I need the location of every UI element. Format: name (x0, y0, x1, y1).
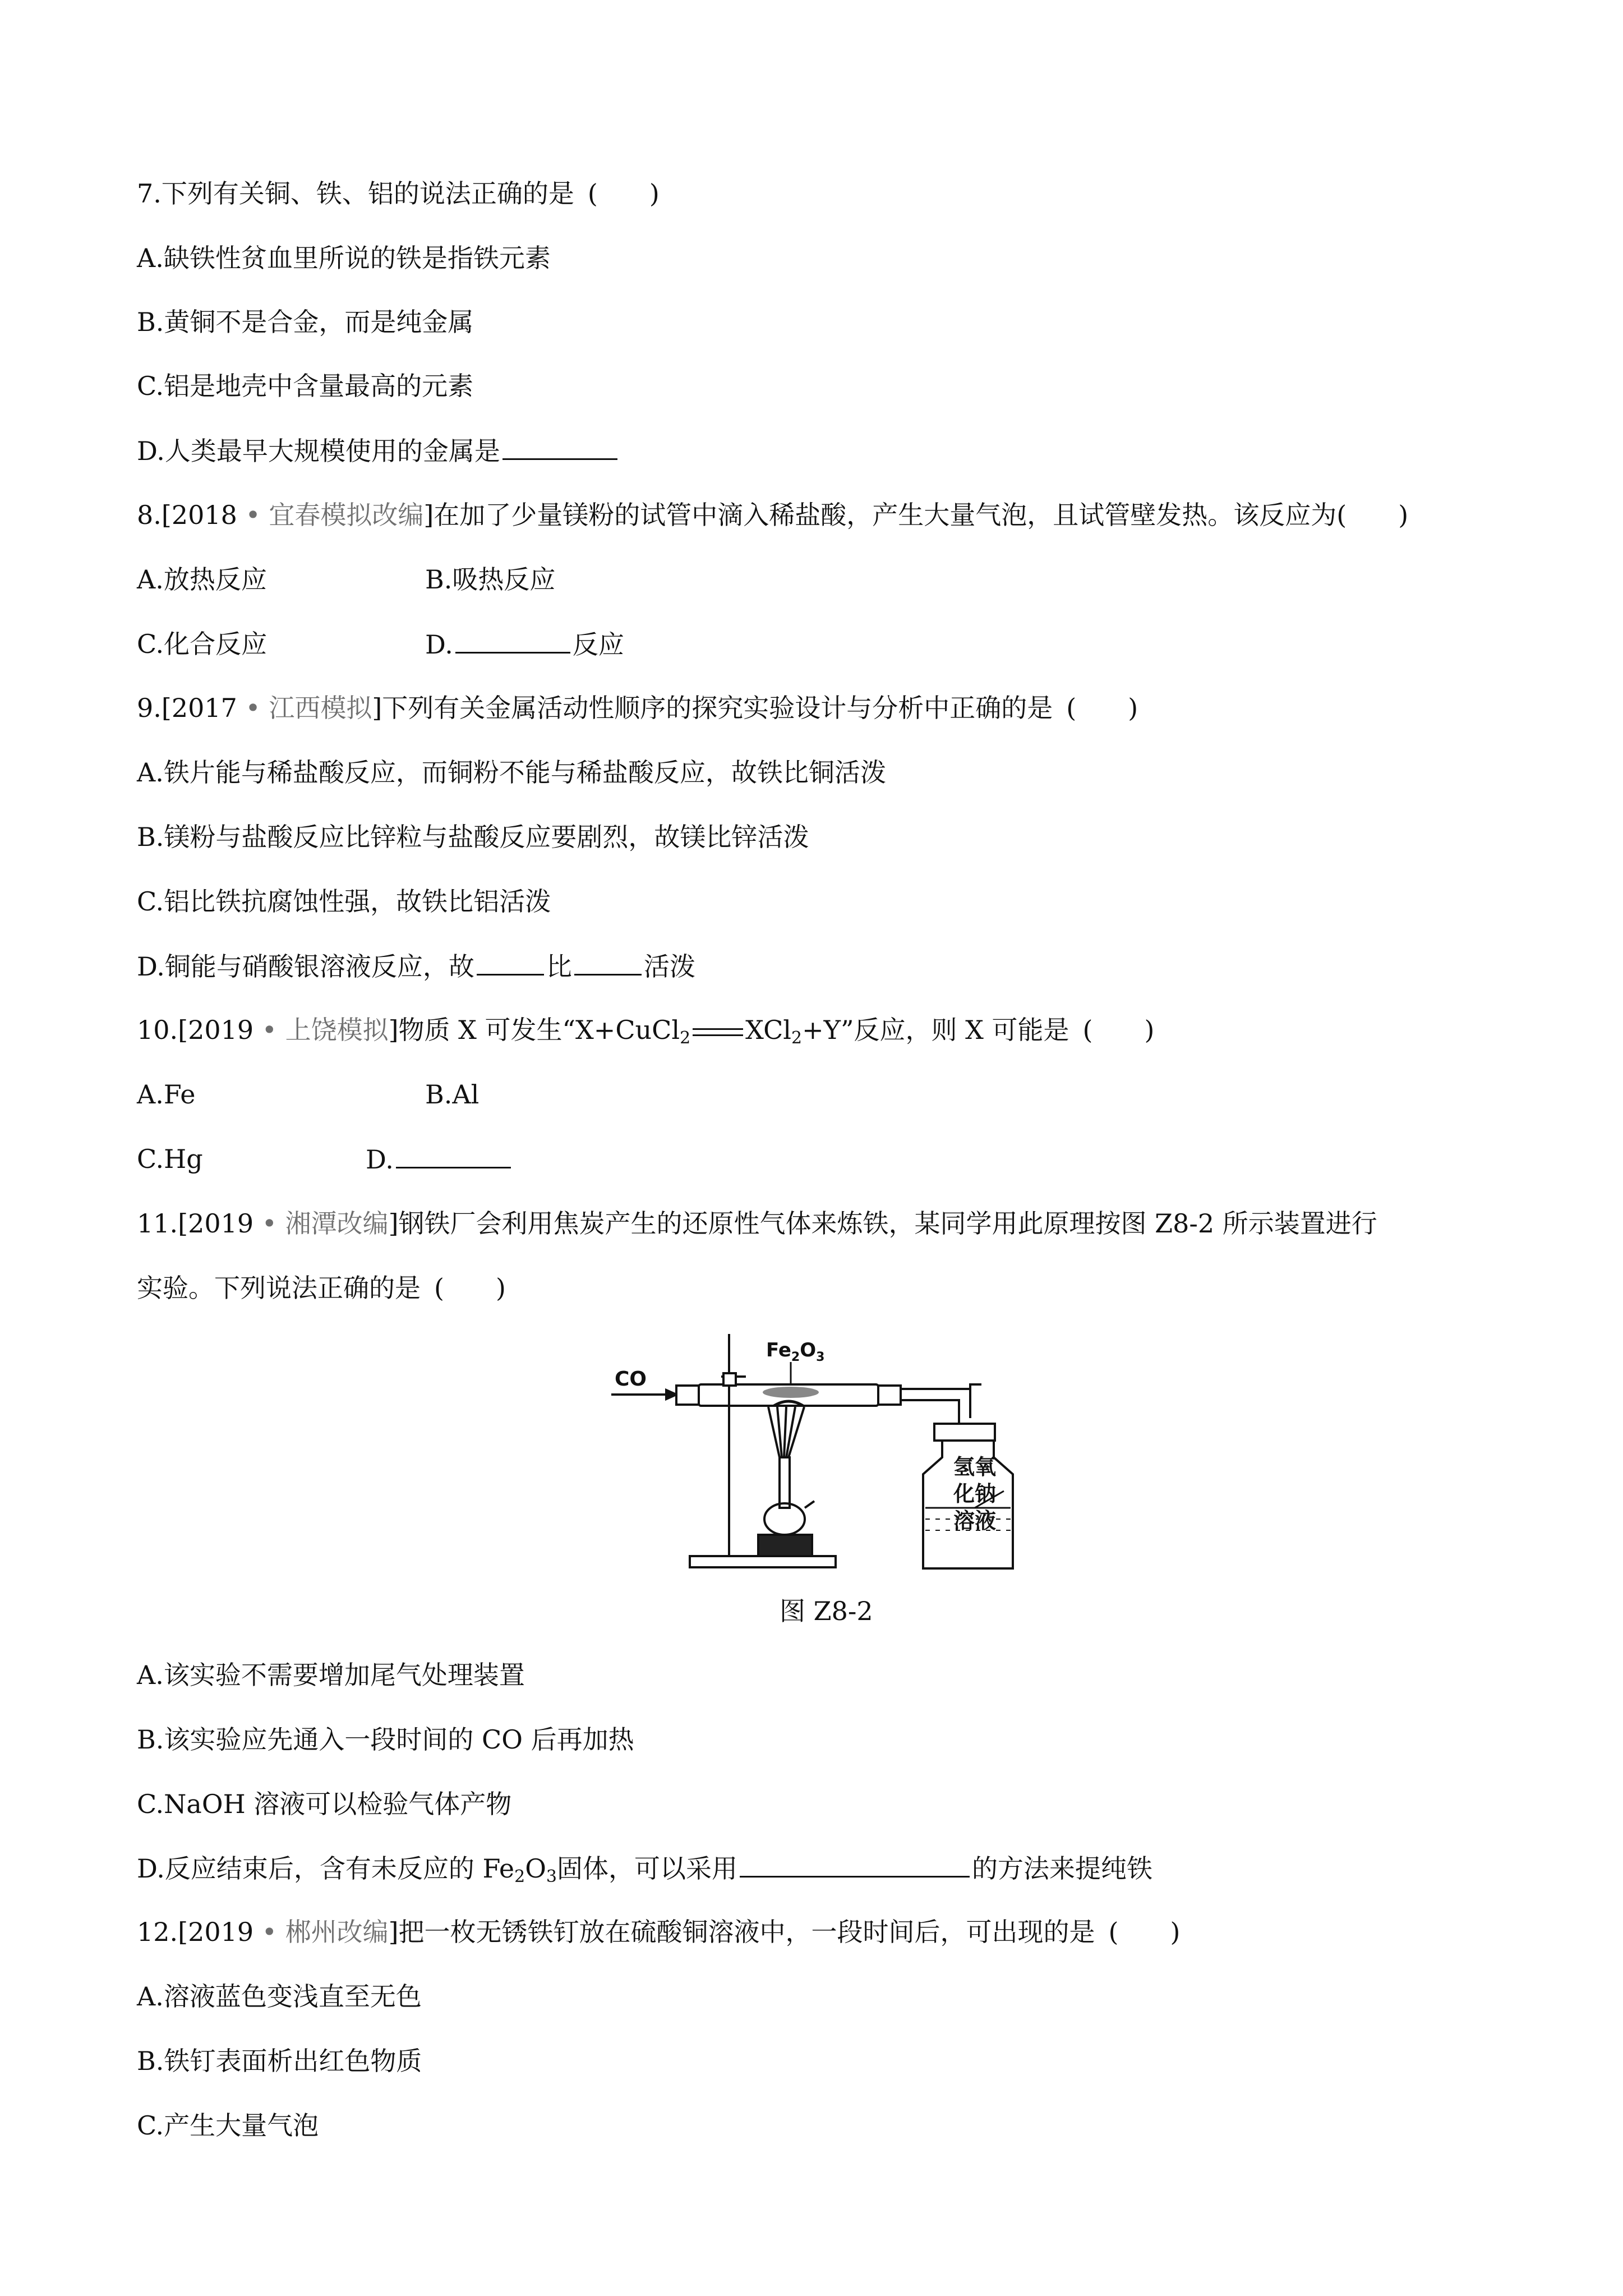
q10-stem: 10.[2019 • 上饶模拟]物质 X 可发生“X+CuCl$_2$ XCl$_2$+Y”反应，则 X 可能是 ( ) (137, 1015, 1155, 1048)
q7-stem: 7.下列有关铜、铁、铝的说法正确的是 ( ) (137, 178, 660, 209)
q9-option-b: B.镁粉与盐酸反应比锌粒与盐酸反应要剧烈，故镁比锌活泼 (137, 822, 809, 852)
q7-option-d: D.人类最早大规模使用的金属是 (137, 434, 620, 468)
q11-option-a: A.该实验不需要增加尾气处理装置 (137, 1660, 525, 1690)
answer-blank[interactable] (740, 1851, 970, 1878)
q7-option-b: B.黄铜不是合金，而是纯金属 (137, 307, 474, 337)
q9-stem: 9.[2017 • 江西模拟]下列有关金属活动性顺序的探究实验设计与分析中正确的是 ( ) (137, 693, 1138, 723)
q11-option-c: C.NaOH 溶液可以检验气体产物 (137, 1789, 512, 1819)
question-source: 郴州改编 (285, 1917, 389, 1947)
answer-blank[interactable] (455, 627, 570, 654)
q8-option-b: B.吸热反应 (425, 564, 556, 595)
q9-option-c: C.铝比铁抗腐蚀性强，故铁比铝活泼 (137, 886, 551, 917)
question-source: 湘潭改编 (285, 1208, 389, 1239)
answer-blank[interactable] (396, 1142, 511, 1168)
q10-option-c: C.Hg (137, 1144, 203, 1174)
fe2o3-label: $Fe_2O_3$ (766, 1339, 825, 1364)
figure-caption: 图 Z8-2 (780, 1596, 873, 1626)
q11-stem-line2: 实验。下列说法正确的是 ( ) (137, 1273, 506, 1303)
co-reduction-apparatus-figure (611, 1323, 1026, 1581)
q10-option-d: D. (366, 1142, 513, 1176)
q12-option-b: B.铁钉表面析出红色物质 (137, 2046, 422, 2076)
q8-stem: 8.[2018 • 宜春模拟改编]在加了少量镁粉的试管中滴入稀盐酸，产生大量气泡，且试管壁发热。该反应为( ) (137, 500, 1409, 530)
question-source: 宜春模拟改编 (269, 500, 424, 530)
answer-blank[interactable] (502, 434, 617, 460)
q12-option-a: A.溶液蓝色变浅直至无色 (137, 1981, 422, 2012)
question-source: 上饶模拟 (285, 1015, 389, 1045)
q8-option-c: C.化合反应 (137, 629, 268, 659)
naoh-label-1: 氢氧 (953, 1455, 997, 1479)
naoh-label-3: 溶液 (953, 1508, 997, 1533)
q7-option-c: C.铝是地壳中含量最高的元素 (137, 371, 474, 401)
q11-stem-line1: 11.[2019 • 湘潭改编]钢铁厂会利用焦炭产生的还原性气体来炼铁，某同学用此原理按图 Z8-2 所示装置进行 (137, 1208, 1377, 1239)
q12-stem: 12.[2019 • 郴州改编]把一枚无锈铁钉放在硫酸铜溶液中，一段时间后，可出现的是 ( ) (137, 1917, 1181, 1947)
naoh-label-2: 化钠 (953, 1481, 997, 1506)
q12-option-c: C.产生大量气泡 (137, 2110, 319, 2141)
question-source: 江西模拟 (269, 693, 372, 723)
equals-sign (693, 1028, 743, 1036)
q8-option-a: A.放热反应 (137, 564, 267, 595)
q7-option-a: A.缺铁性贫血里所说的铁是指铁元素 (137, 243, 551, 273)
q8-option-d: D. 反应 (425, 627, 624, 661)
answer-blank[interactable] (574, 949, 642, 976)
q10-option-a: A.Fe (137, 1079, 196, 1110)
answer-blank[interactable] (477, 949, 544, 976)
q9-option-a: A.铁片能与稀盐酸反应，而铜粉不能与稀盐酸反应，故铁比铜活泼 (137, 757, 886, 788)
q10-option-b: B.Al (425, 1079, 479, 1110)
q11-option-d: D.反应结束后，含有未反应的 $Fe_2O_3$固体，可以采用 的方法来提纯铁 (137, 1851, 1152, 1885)
co-label: CO (615, 1368, 647, 1391)
q11-option-b: B.该实验应先通入一段时间的 CO 后再加热 (137, 1724, 634, 1755)
q9-option-d: D.铜能与硝酸银溶液反应，故 比 活泼 (137, 949, 695, 983)
